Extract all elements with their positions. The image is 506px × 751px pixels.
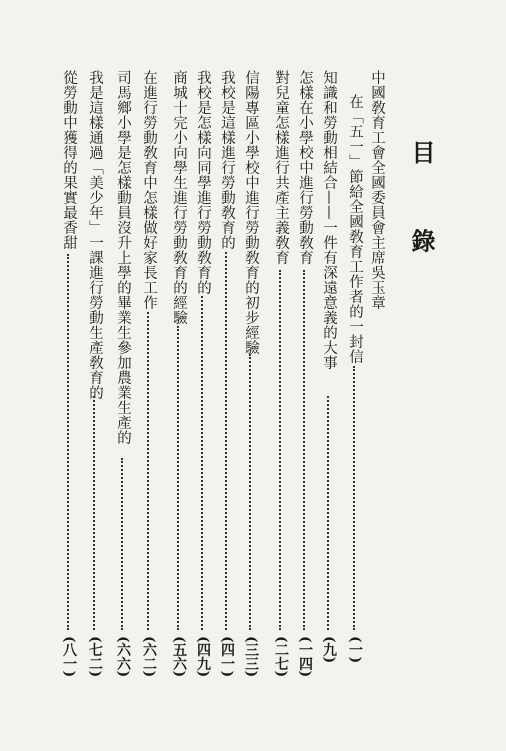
dot-leader — [225, 252, 229, 630]
entry-page: (四九) — [195, 636, 211, 678]
toc-entry — [240, 70, 262, 751]
entry-page: (七二) — [87, 636, 103, 678]
toc-entry — [344, 70, 366, 751]
entry-text: 商城十完小向學生進行勞動敎育的經驗 — [171, 70, 187, 325]
entry-text: 司馬鄉小學是怎樣動員沒升上學的畢業生參加農業生產的 — [115, 70, 131, 445]
entry-text: 對兒童怎樣進行共產主義敎育 — [273, 70, 289, 265]
dot-leader — [177, 326, 181, 630]
entry-page: (六六) — [115, 636, 131, 678]
entry-page: (一) — [347, 636, 363, 664]
entry-text: 怎樣在小學校中進行勞動敎育 — [297, 70, 313, 265]
toc-entry — [58, 70, 80, 751]
dot-leader — [327, 396, 331, 630]
dot-leader — [279, 270, 283, 630]
entry-text: 從勞動中獲得的果實最香甜 — [61, 70, 77, 250]
dot-leader — [201, 296, 205, 630]
dot-leader — [93, 396, 97, 630]
toc-entry — [366, 70, 388, 751]
entry-text: 我是這樣通過「美少年」一課進行勞動生產敎育的 — [87, 70, 103, 400]
entry-page: (一四) — [297, 636, 313, 678]
toc-entry — [112, 70, 134, 751]
dot-leader — [67, 254, 71, 630]
toc-entry — [84, 70, 106, 751]
entry-page: (五六) — [171, 636, 187, 678]
toc-entry — [192, 70, 214, 751]
entry-text: 在「五一」節給全國敎育工作者的一封信 — [347, 94, 363, 364]
toc-entry — [318, 70, 340, 751]
entry-text: 中國敎育工會全國委員會主席吳玉章 — [369, 70, 385, 310]
entry-text: 在進行勞動敎育中怎樣做好家長工作 — [141, 70, 157, 310]
entry-text: 信陽專區小學校中進行勞動敎育的初步經驗 — [243, 70, 259, 355]
entry-page: (三三) — [243, 636, 259, 678]
entry-page: (九) — [321, 636, 337, 664]
dot-leader — [303, 270, 307, 630]
entry-text: 我校是這樣進行勞動敎育的 — [219, 70, 235, 250]
toc-entry — [294, 70, 316, 751]
entry-text: 我校是怎樣向同學進行勞動敎育的 — [195, 70, 211, 295]
entry-text: 知識和勞動相結合——一件有深遠意義的大事 — [321, 70, 337, 370]
entry-page: (六二) — [141, 636, 157, 678]
dot-leader — [147, 312, 151, 630]
entry-page: (四一) — [219, 636, 235, 678]
entry-page: (二七) — [273, 636, 289, 678]
entry-page: (八一) — [61, 636, 77, 678]
toc-entry — [138, 70, 160, 751]
dot-leader — [249, 354, 253, 630]
dot-leader — [353, 366, 357, 630]
page-title: 目 錄 — [407, 140, 436, 281]
toc-entry — [216, 70, 238, 751]
toc-entry — [168, 70, 190, 751]
toc-entry — [270, 70, 292, 751]
dot-leader — [121, 458, 125, 630]
